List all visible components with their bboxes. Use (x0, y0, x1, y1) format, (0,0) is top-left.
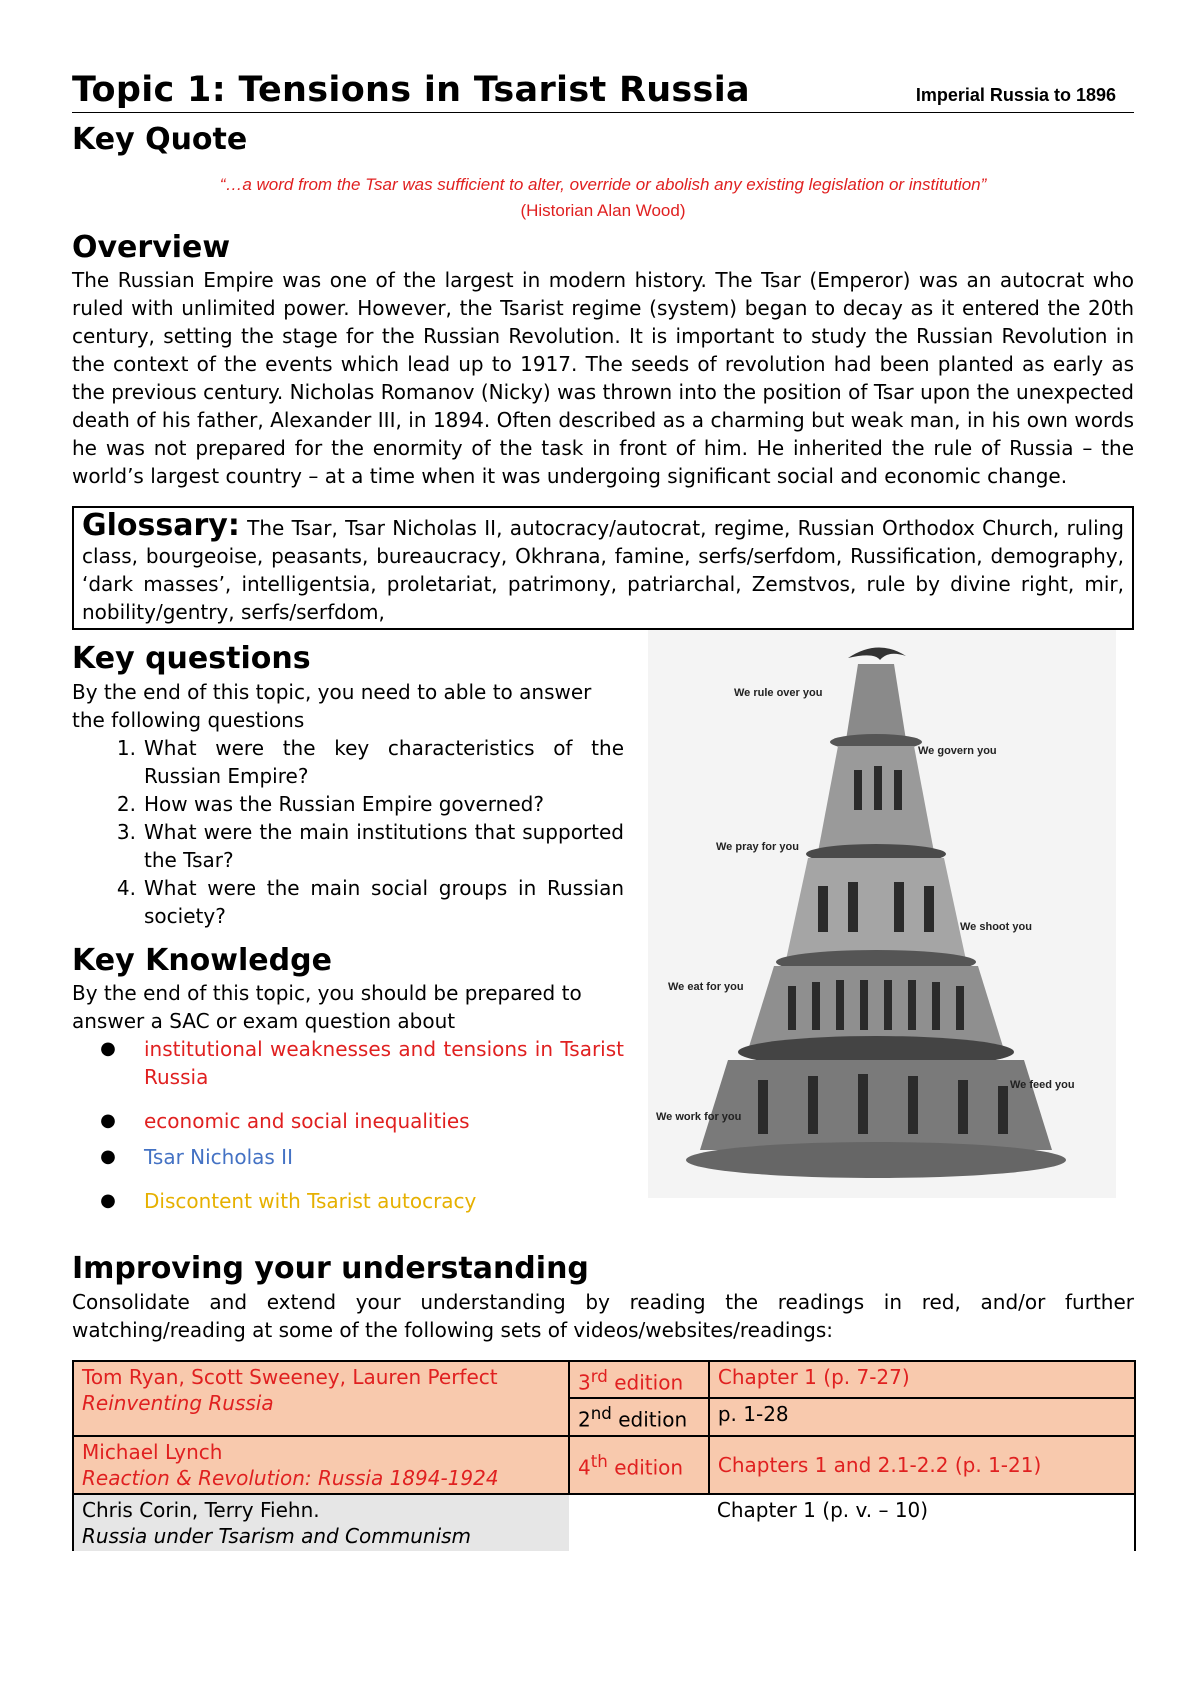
key-knowledge-intro: By the end of this topic, you should be prepared to answer a SAC or exam question about (72, 981, 582, 1033)
list-item: 2. How was the Russian Empire governed? (116, 791, 544, 816)
reading-cell: Michael Lynch Reaction & Revolution: Russia 1894-1924 (73, 1436, 569, 1494)
table-row (73, 1436, 1135, 1494)
pyramid-poster-image (648, 630, 1116, 1198)
edition-cell (569, 1494, 709, 1551)
pyramid-of-capitalist-system-illustration (648, 630, 1116, 1198)
poster-label: We pray for you (716, 841, 799, 853)
improving-heading: Improving your understanding (72, 1251, 589, 1286)
poster-label: We shoot you (960, 921, 1032, 933)
list-item: ● Tsar Nicholas II (72, 1143, 624, 1171)
questions-knowledge-section (72, 640, 1134, 1250)
key-quote-heading: Key Quote (72, 122, 248, 157)
poster-label: We eat for you (668, 981, 744, 993)
overview-text: The Russian Empire was one of the largest in modern history. The Tsar (Emperor) was an autocrat who ruled with unlimited power. However, the Tsarist regime (system) began to decay as it entered the 20th century, setting the stage for the Russian Revolution. It is important to study the Russian Revolution in the context of the events which lead up to 1917. The seeds of revolution had been planted as early as the previous century. Nicholas Romanov (Nicky) was thrown into the position of Tsar upon the unexpected death of his father, Alexander III, in 1894. Often described as a charming but weak man, in his own words he was not prepared for the enormity of the task in front of him. He inherited the rule of Russia – the world’s largest country – at a time when it was undergoing significant social and economic change. (72, 268, 1134, 488)
edition-cell: 3rd edition (569, 1361, 709, 1399)
chapter-cell: Chapter 1 (p. v. – 10) (709, 1494, 1135, 1551)
poster-label: We work for you (656, 1111, 742, 1123)
key-questions-list (72, 734, 624, 930)
edition-cell: 2nd edition (569, 1398, 709, 1436)
table-row (73, 1361, 1135, 1399)
reading-cell: Tom Ryan, Scott Sweeney, Lauren Perfect Reinventing Russia (73, 1361, 569, 1436)
list-item: ● Discontent with Tsarist autocracy (72, 1187, 624, 1215)
bullet-icon: ● (100, 1146, 116, 1167)
bullet-icon: ● (100, 1038, 116, 1059)
improving-text: Consolidate and extend your understanding by reading the readings in red, and/or further watching/reading at some of the following sets of videos/websites/readings: (72, 1289, 1134, 1342)
glossary-label: Glossary: (82, 508, 240, 543)
title-row (72, 70, 1134, 113)
readings-table (72, 1360, 1136, 1551)
glossary-box (72, 506, 1134, 630)
key-quote-text: “…a word from the Tsar was sufficient to alter, override or abolish any existing legislation or institution” (219, 174, 987, 194)
page-title: Topic 1: Tensions in Tsarist Russia (72, 70, 750, 110)
key-knowledge-list (72, 1035, 624, 1215)
overview-heading: Overview (72, 229, 231, 265)
reading-cell: Chris Corin, Terry Fiehn. Russia under Tsarism and Communism (73, 1494, 569, 1551)
bullet-icon: ● (100, 1110, 116, 1131)
key-knowledge-heading: Key Knowledge (72, 942, 332, 978)
poster-label: We govern you (918, 745, 997, 757)
poster-label: We rule over you (734, 687, 823, 699)
list-item: 1. What were the key characteristics of the Russian Empire? (116, 735, 624, 788)
key-quote-source: (Historian Alan Wood) (520, 200, 686, 220)
document-page (72, 70, 1134, 1551)
page-subtitle: Imperial Russia to 1896 (915, 85, 1116, 105)
list-item: ● institutional weaknesses and tensions in Tsarist Russia (72, 1035, 624, 1091)
key-questions-heading: Key questions (72, 641, 311, 676)
chapter-cell: Chapters 1 and 2.1-2.2 (p. 1-21) (709, 1436, 1135, 1494)
chapter-cell: Chapter 1 (p. 7-27) (709, 1361, 1135, 1399)
key-questions-intro: By the end of this topic, you need to able to answer the following questions (72, 679, 592, 732)
left-column (72, 640, 624, 1231)
chapter-cell: p. 1-28 (709, 1398, 1135, 1436)
poster-label: We feed you (1010, 1079, 1075, 1091)
list-item: 4. What were the main social groups in Russian society? (116, 875, 624, 928)
table-row (73, 1494, 1135, 1551)
glossary-text: The Tsar, Tsar Nicholas II, autocracy/autocrat, regime, Russian Orthodox Church, ruling class, bourgeoise, peasants, bureaucracy, Okhrana, famine, serfs/serfdom, Russification, demography, ‘dark masses’, intelligentsia, proletariat, patrimony, patriarchal, Zemstvos, rule by divine right, mir, nobility/gentry, serfs/serfdom, (82, 516, 1124, 624)
list-item: ● economic and social inequalities (72, 1107, 624, 1135)
bullet-icon: ● (100, 1190, 116, 1211)
edition-cell: 4th edition (569, 1436, 709, 1494)
list-item: 3. What were the main institutions that supported the Tsar? (116, 819, 624, 872)
